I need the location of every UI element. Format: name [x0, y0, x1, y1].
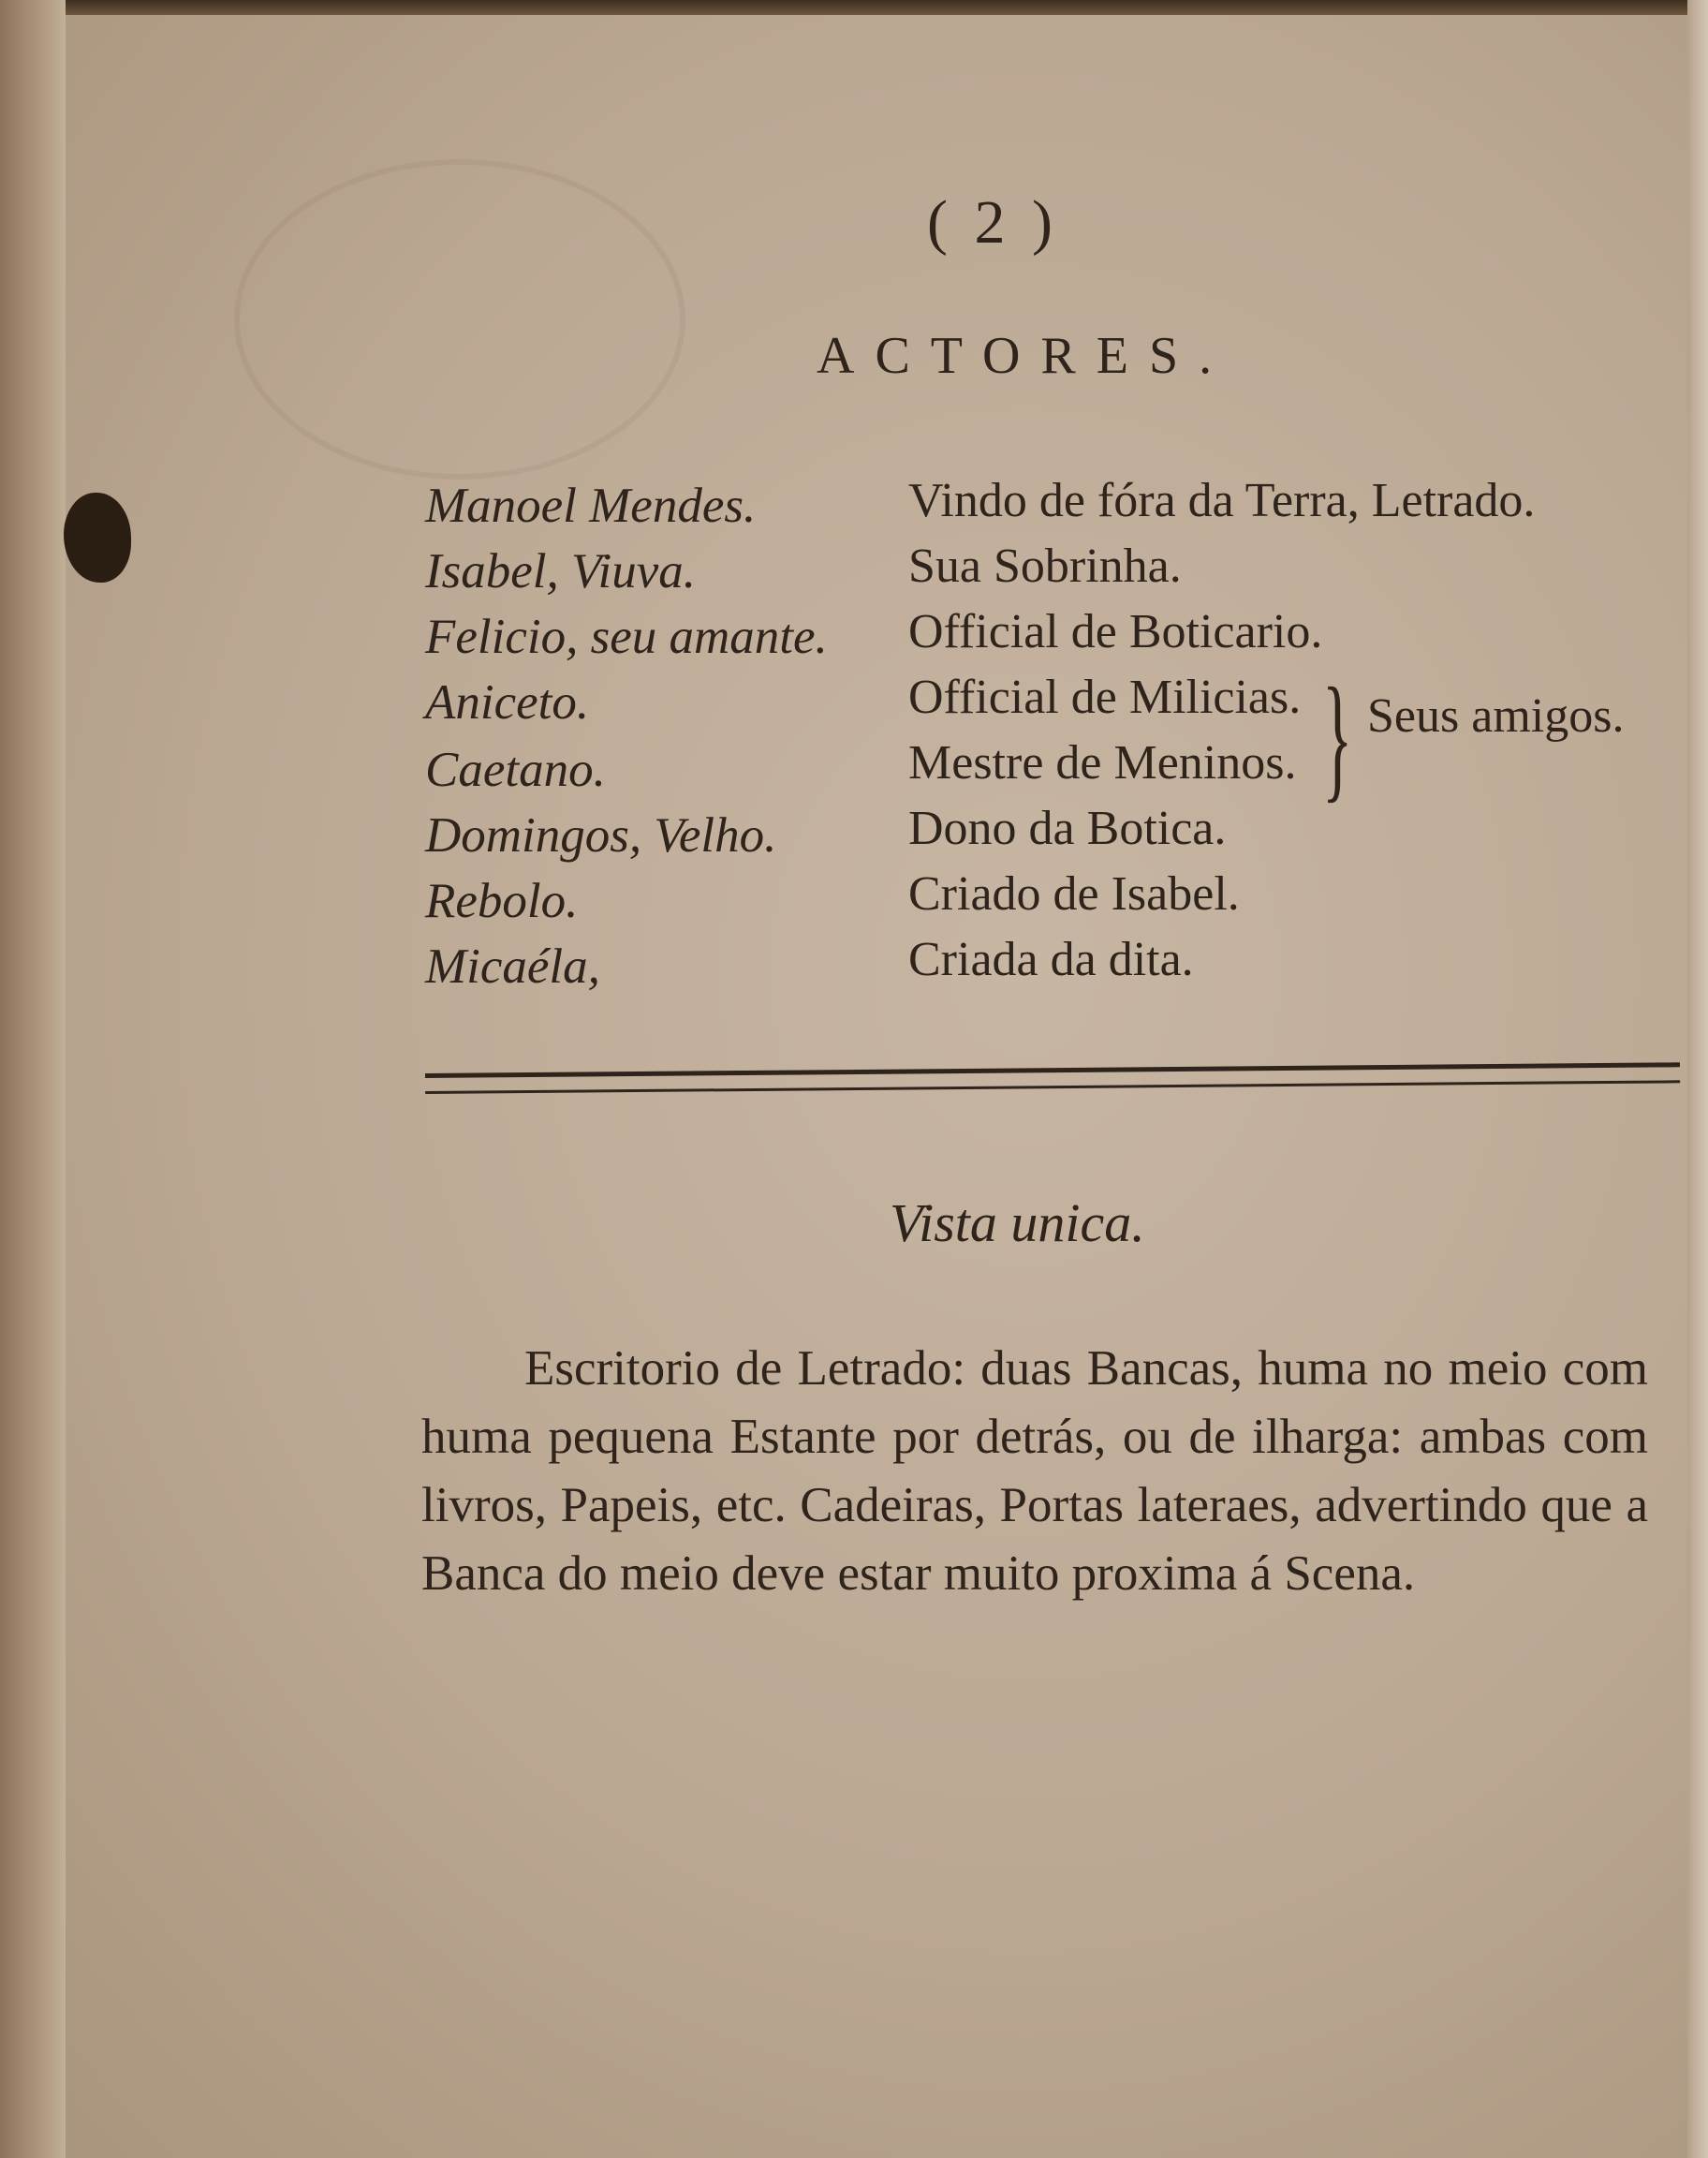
section-divider — [425, 1062, 1680, 1094]
actor-role: Official de Boticario. — [908, 605, 1323, 658]
actor-name: Caetano. — [425, 743, 606, 797]
actor-name: Domingos, Velho. — [425, 808, 777, 863]
page-heading: ACTORES. — [817, 327, 1233, 385]
faded-library-stamp — [234, 159, 685, 480]
book-spine — [0, 0, 66, 2158]
actor-name: Rebolo. — [425, 874, 579, 928]
actor-role: Official de Milicias. — [908, 671, 1302, 724]
page-edge — [1687, 0, 1708, 2158]
ink-blot — [64, 493, 131, 583]
scene-title: Vista unica. — [890, 1192, 1145, 1253]
brace-note: Seus amigos. — [1367, 689, 1625, 743]
top-edge — [0, 0, 1708, 15]
actor-name: Manoel Mendes. — [425, 479, 757, 533]
actor-name: Aniceto. — [425, 675, 590, 730]
actor-role: Mestre de Meninos. — [908, 736, 1297, 790]
actor-role: Dono da Botica. — [908, 802, 1227, 855]
actor-role: Criado de Isabel. — [908, 867, 1240, 921]
actor-name: Isabel, Viuva. — [425, 544, 696, 599]
actor-role: Vindo de fóra da Terra, Letrado. — [908, 474, 1536, 527]
page-number: ( 2 ) — [927, 188, 1058, 257]
actor-name: Felicio, seu amante. — [425, 610, 828, 664]
actor-role: Sua Sobrinha. — [908, 540, 1182, 593]
actor-role: Criada da dita. — [908, 933, 1194, 986]
scene-description: Escritorio de Letrado: duas Bancas, huma no meio com huma pequena Estante por detrás, ou de ilharga: ambas com livros, Papeis, etc. Cadeiras, Portas lateraes, advertindo que a Banca do meio deve estar muito proxima á Scena. — [421, 1341, 1648, 1601]
actor-name: Micaéla, — [425, 939, 600, 994]
brace-symbol: } — [1322, 659, 1353, 815]
